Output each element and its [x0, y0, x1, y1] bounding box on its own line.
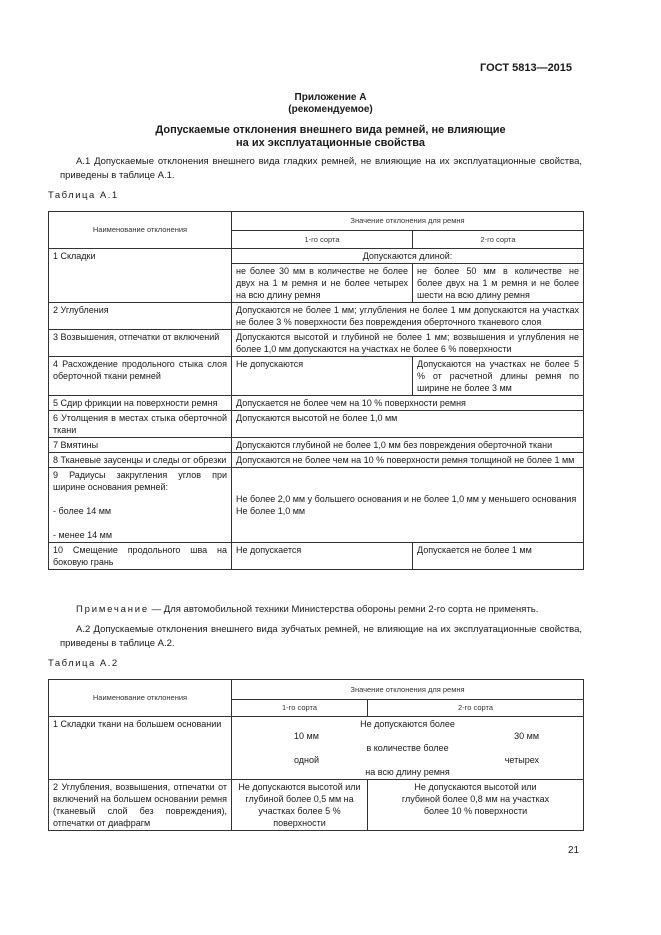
- table-header-value: Значение отклонения для ремня: [232, 680, 584, 700]
- row-name-main: 9 Радиусы закругления углов при ширине основания ремней:: [53, 470, 227, 492]
- row-value: Допускаются не более 1 мм; углубления не более 1 мм допускаются на участках не более 3 % поверхности без повреждения оберточного тканевого слоя: [232, 303, 584, 330]
- table-row: [49, 543, 584, 570]
- row-value: Допускаются не более чем на 10 % поверхности ремня толщиной не более 1 мм: [232, 453, 584, 468]
- table-header-grade2: 2-го сорта: [368, 700, 584, 717]
- table-a2: [48, 679, 584, 831]
- appendix-heading-line2: на их эксплуатационные свойства: [236, 137, 425, 149]
- page-number: 21: [568, 845, 580, 856]
- table-row: [49, 303, 584, 330]
- row-line-sizes: [236, 730, 579, 742]
- table-row: [49, 396, 584, 411]
- row-subname-2: - менее 14 мм: [53, 530, 113, 540]
- row-name: 10 Смещение продольного шва на боковую грань: [49, 543, 232, 570]
- table-row: [49, 453, 584, 468]
- row-name: 5 Сдир фрикции на поверхности ремня: [49, 396, 232, 411]
- appendix-status: (рекомендуемое): [288, 104, 373, 115]
- row-line-counts: [236, 754, 579, 766]
- table-header-value: Значение отклонения для ремня: [232, 212, 584, 231]
- row-line-1: Не допускаются более: [360, 719, 455, 729]
- row-line-3: в количестве более: [366, 743, 449, 753]
- note-label: Примечание: [76, 604, 149, 615]
- table-row: [49, 357, 584, 396]
- grade2-count: четырех: [504, 755, 540, 765]
- table-a1: [48, 211, 584, 570]
- row-value: Допускаются длиной:: [232, 249, 584, 264]
- table-row: [49, 411, 584, 438]
- table-row: [49, 468, 584, 543]
- table-row: [49, 330, 584, 357]
- row-subname-1: - более 14 мм: [53, 506, 112, 516]
- appendix-heading: Допускаемые отклонения внешнего вида ремней, не влияющие: [155, 124, 506, 136]
- paragraph-a1: А.1 Допускаемые отклонения внешнего вида гладких ремней, не влияющие на их эксплуатационные свойства, приведены в таблице А.1.: [60, 156, 582, 181]
- row-line-5: на всю длину ремня: [365, 767, 450, 777]
- row-name: 2 Углубления, возвышения, отпечатки от включений на большем основании ремня (тканевый слой без повреждения), отпечатки от диафрагм: [49, 780, 232, 831]
- table-a1-note: [60, 604, 582, 615]
- table-row: [49, 438, 584, 453]
- row-value: [232, 717, 584, 780]
- row-name: [49, 468, 232, 543]
- row-subvalue-1: Не более 2,0 мм у большего основания и не более 1,0 мм у меньшего основания: [236, 494, 577, 504]
- row-name: 3 Возвышения, отпечатки от включений: [49, 330, 232, 357]
- row-grade1: не более 30 мм в количестве не более двух на 1 м ремня и не более четырех на всю длину ремня: [232, 264, 413, 303]
- row-grade2: Не допускаются высотой или глубиной более 0,8 мм на участках более 10 % поверхности: [368, 780, 584, 831]
- note-text: — Для автомобильной техники Министерства обороны ремни 2-го сорта не применять.: [149, 604, 539, 615]
- paragraph-a2: А.2 Допускаемые отклонения внешнего вида зубчатых ремней, не влияющие на их эксплуатационные свойства, приведены в таблице А.2.: [60, 624, 582, 649]
- table-header-grade1: 1-го сорта: [232, 231, 413, 249]
- table-header-grade1: 1-го сорта: [232, 700, 368, 717]
- row-value: Допускаются высотой не более 1,0 мм: [232, 411, 584, 438]
- grade2-size: 30 мм: [514, 731, 540, 741]
- row-name: 7 Вмятины: [49, 438, 232, 453]
- row-name: 2 Углубления: [49, 303, 232, 330]
- row-value: Допускается не более чем на 10 % поверхности ремня: [232, 396, 584, 411]
- grade1-count: одной: [294, 755, 320, 765]
- row-name: 4 Расхождение продольного стыка слоя оберточной ткани ремней: [49, 357, 232, 396]
- table-header-grade2: 2-го сорта: [413, 231, 584, 249]
- row-name: 1 Складки ткани на большем основании: [49, 717, 232, 780]
- row-value: Допускаются высотой и глубиной не более 1 мм; возвышения и углубления не более 1,0 мм допускаются на участках не более 6 % поверхности: [232, 330, 584, 357]
- row-value: [232, 468, 584, 543]
- table-header-name: Наименование отклонения: [49, 680, 232, 717]
- table-a2-caption: Таблица А.2: [48, 658, 119, 669]
- table-row: [49, 780, 584, 831]
- row-subvalue-2: Не более 1,0 мм: [236, 506, 306, 516]
- row-name: 8 Тканевые заусенцы и следы от обрезки: [49, 453, 232, 468]
- grade1-size: 10 мм: [294, 731, 319, 741]
- row-value: Допускаются глубиной не более 1,0 мм без повреждения оберточной ткани: [232, 438, 584, 453]
- row-name: 6 Утолщения в местах стыка оберточной ткани: [49, 411, 232, 438]
- appendix-title: Приложение А: [294, 92, 367, 103]
- row-grade1: Не допускаются: [232, 357, 413, 396]
- table-header-name: Наименование отклонения: [49, 212, 232, 249]
- row-name: 1 Складки: [49, 249, 232, 303]
- row-grade1: Не допускаются высотой или глубиной более 0,5 мм на участках более 5 % поверхности: [232, 780, 368, 831]
- row-grade1: Не допускается: [232, 543, 413, 570]
- table-a1-caption: Таблица А.1: [48, 190, 119, 201]
- table-row: [49, 717, 584, 780]
- standard-number: ГОСТ 5813—2015: [480, 62, 573, 74]
- row-grade2: не более 50 мм в количестве не более двух на 1 м ремня и не более шести на всю длину ремня: [413, 264, 584, 303]
- row-grade2: Допускается не более 1 мм: [413, 543, 584, 570]
- row-grade2: Допускаются на участках не более 5 % от расчетной длины ремня по ширине не более 3 мм: [413, 357, 584, 396]
- table-row: [49, 249, 584, 264]
